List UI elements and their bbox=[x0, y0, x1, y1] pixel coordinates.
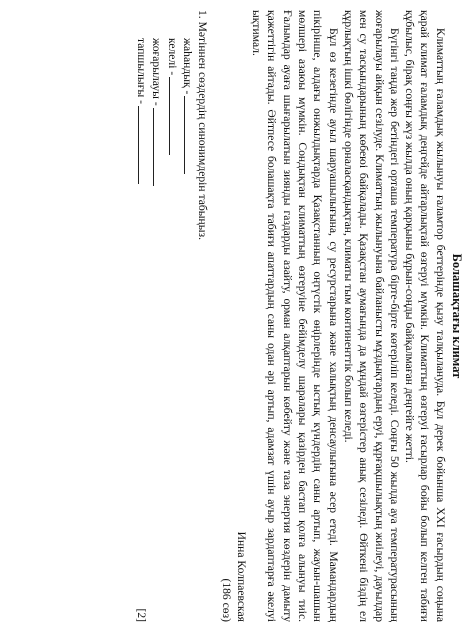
marks-label: [2] bbox=[135, 608, 149, 622]
answer-item bbox=[164, 10, 179, 155]
page-title: Болашақтағы климат bbox=[450, 253, 464, 379]
word-label: жаһандық - bbox=[180, 38, 194, 95]
word-count: (186 сөз) bbox=[219, 578, 233, 622]
answer-item bbox=[134, 10, 149, 184]
task-answer-row-1 bbox=[180, 10, 195, 622]
paragraph-3: Бұл өз кезегінде ауыл шаруашылығына, су ресурстарына және халықтың денсаулығына әсер етеді. Мамандардың пікірінше, алдағы онжылдықтарда Қазақстанның оңтүстік өңірлерінде ыстық күндердің саны артып, жауын-шашын мөлшері азаюы мүмкін. Сондықтан климаттың өзгеруіне бейімделу шаралары қазірден бастап қолға алынуы тиіс. Ғалымдар ауаға шығарылатын зиянды газдарды азайту, орман алқаптарын көбейту және таза энергия көздерін дамыту қажеттігін айтады. Әйтпесе болашақта табиғи апаттардың саны одан әрі артып, адамзат үшін ауыр зардаптарға әкелуі ықтимал. bbox=[250, 10, 340, 622]
answer-item bbox=[180, 10, 195, 174]
word-label: келелі - bbox=[165, 38, 179, 76]
word-label: тапшылығы - bbox=[135, 38, 149, 105]
task-answer-row-3 bbox=[149, 10, 164, 622]
answer-blank[interactable] bbox=[138, 106, 149, 184]
answer-blank[interactable] bbox=[153, 108, 164, 186]
answer-item bbox=[149, 10, 164, 186]
paragraph-2: Бүгінгі таңда жер бетіндегі орташа температура бірте-бірте көтеріліп келеді. Соңғы 50 жылда ауа температурасының жоғарылауы айқын сезілуде. Климаттың жылынуына байланысты мұздықтардың еруі, құрғақшылықтың жиілеуі, дауылдар мен су тасқындарының көбеюі байқалады. Қазақстан аумағында да мұндай өзгерістер анық сезіледі. Өйткені біздің ел құрлықтың ішкі бөлігінде орналасқандықтан, климаты тым континенттік болып келеді. bbox=[341, 10, 401, 622]
word-label: жоғарылауы - bbox=[150, 38, 164, 106]
answer-blank[interactable] bbox=[169, 77, 180, 155]
task-answer-row-4 bbox=[134, 10, 149, 622]
task-answer-row-2 bbox=[164, 10, 179, 622]
paragraph-1: Климаттың ғаламдық жылынуы ғаламтор беттерінде қызу талқылануда. Бұл дерек бойынша ХХI ғасырдың соңына қарай климат ғаламдық деңгейде айтарлықтай өзгеруі мүмкін. Климаттың өзгеруі ғасырлар бойы болып келген табиғи құбылыс, бірақ соңғы жүз жылда оның қарқыны бұрын-соңды байқалмаған деңгейге жетті. bbox=[403, 10, 447, 622]
answer-blank[interactable] bbox=[184, 96, 195, 174]
author: Инна Колпаевская bbox=[234, 531, 248, 622]
task-instruction: 1. Мәтіннен сөздердің синонимдерін табыңыз. bbox=[196, 10, 210, 240]
page-content bbox=[134, 10, 466, 622]
